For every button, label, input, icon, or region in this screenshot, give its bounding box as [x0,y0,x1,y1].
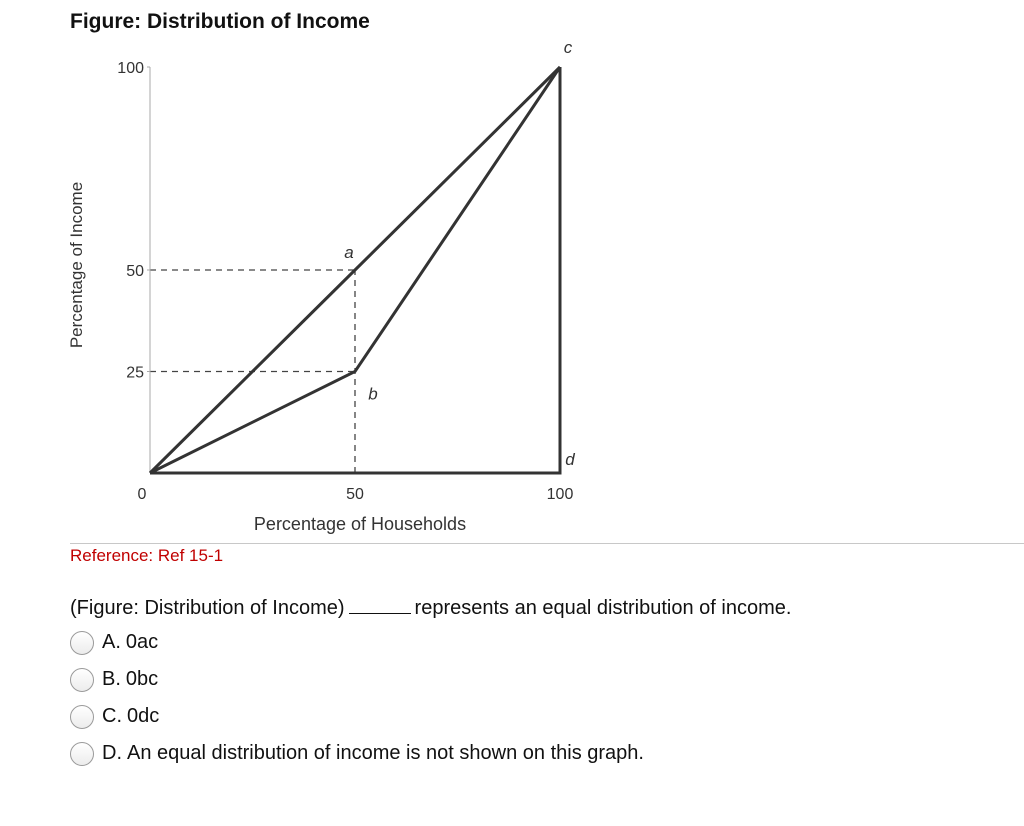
radio-button-icon[interactable] [70,668,94,692]
x-tick-label: 50 [346,486,364,503]
radio-button-icon[interactable] [70,742,94,766]
y-tick-label: 100 [117,60,144,77]
option-d[interactable] [70,735,644,772]
y-tick-label: 50 [126,263,144,280]
point-label: a [344,243,354,262]
option-a[interactable] [70,624,644,661]
x-tick-label: 0 [137,486,147,503]
option-b[interactable] [70,661,644,698]
option-c[interactable] [70,698,644,735]
divider [70,543,1024,544]
radio-button-icon[interactable] [70,631,94,655]
answer-options [70,624,644,772]
radio-button-icon[interactable] [70,705,94,729]
y-axis-title: Percentage of Income [67,181,86,349]
option-text: 0bc [125,668,159,690]
point-label: d [565,450,575,469]
point-label: b [368,384,378,404]
point-label: c [563,38,573,57]
option-text: 0ac [125,631,159,653]
question-text [70,597,791,620]
axes [67,60,573,534]
option-text: 0dc [127,705,160,727]
chart-labels [344,38,575,469]
y-tick-label: 25 [126,364,144,382]
option-letter: B. [102,668,121,690]
question-prefix: (Figure: Distribution of Income) [70,597,345,619]
option-letter: C. [102,705,122,727]
option-letter: A. [102,631,121,653]
answer-blank [349,597,411,614]
option-letter: D. [102,742,122,764]
question-suffix: represents an equal distribution of income. [414,597,792,619]
figure-title: Figure: Distribution of Income [70,10,370,33]
x-axis-title: Percentage of Households [253,514,467,534]
reference-text: Reference: Ref 15-1 [70,546,224,565]
x-tick-label: 100 [546,486,574,503]
option-text: An equal distribution of income is not shown on this graph. [127,742,644,764]
